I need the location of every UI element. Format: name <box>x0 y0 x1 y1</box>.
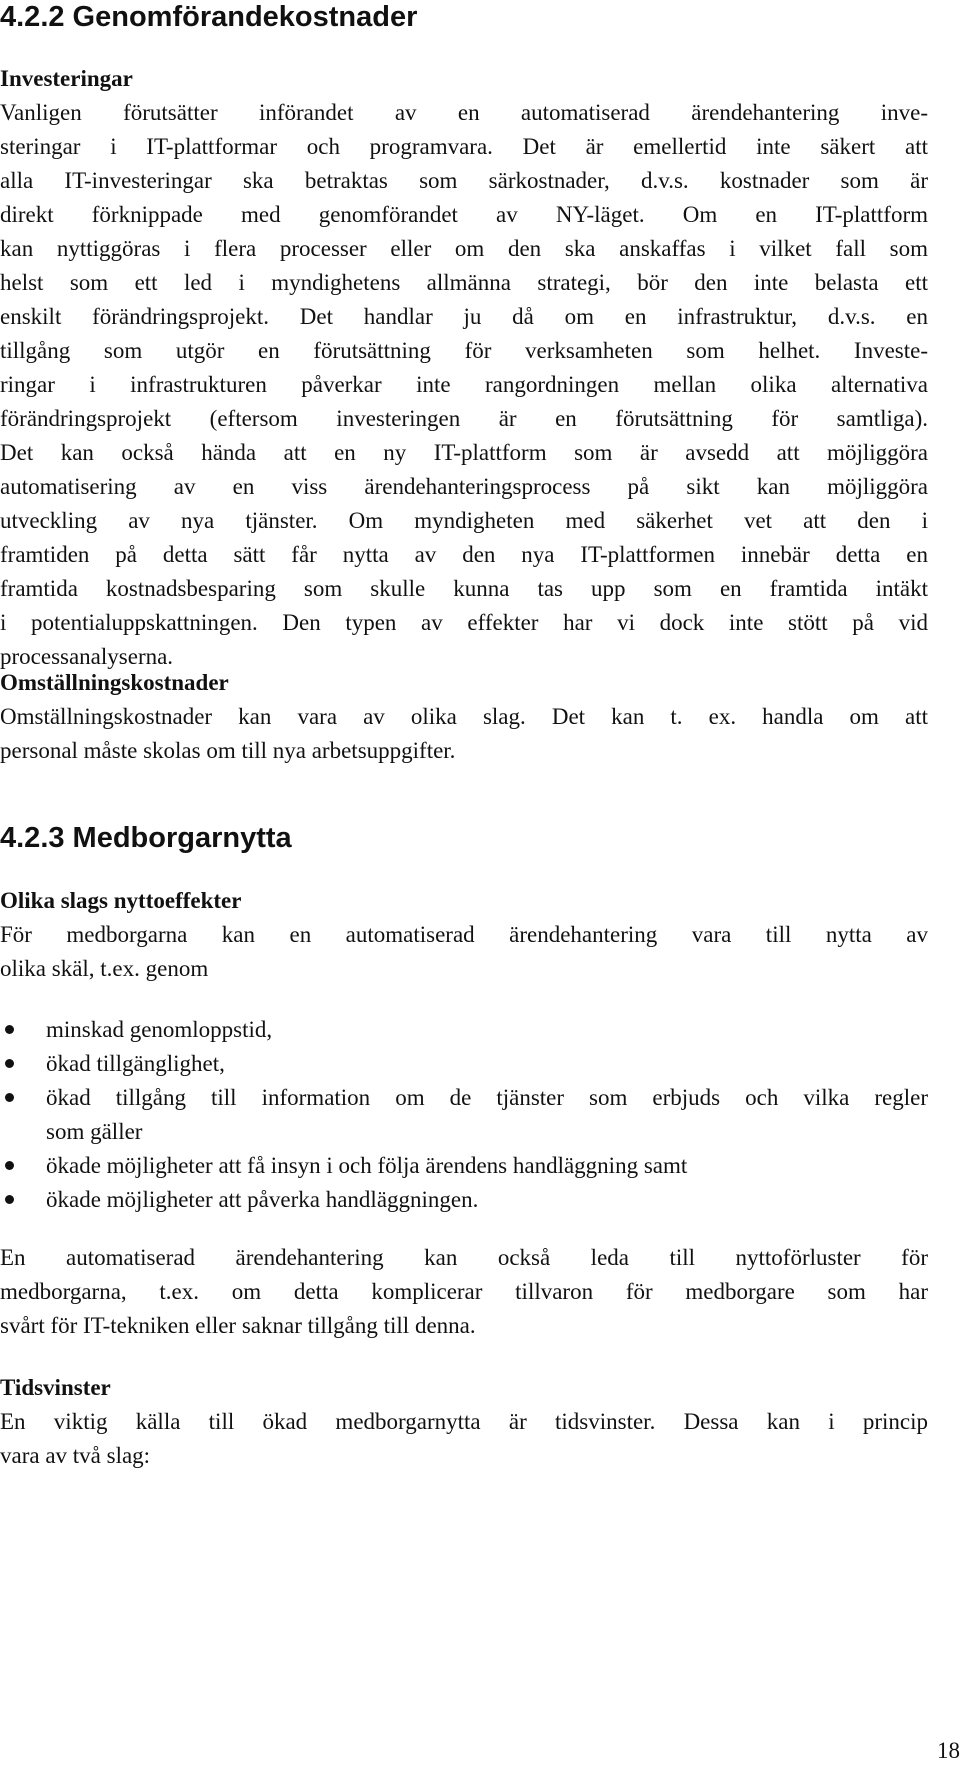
paragraph-investeringar <box>0 96 928 674</box>
paragraph-line: svårt för IT-tekniken eller saknar tillgång till denna. <box>0 1313 476 1338</box>
paragraph-line: ringar i infrastrukturen påverkar inte rangordningen mellan olika alternativa <box>0 372 928 397</box>
paragraph-line: helst som ett led i myndighetens allmänna strategi, bör den inte belasta ett <box>0 270 928 295</box>
paragraph-line: framtiden på detta sätt får nytta av den nya IT-plattformen innebär detta en <box>0 542 928 567</box>
paragraph-line: olika skäl, t.ex. genom <box>0 956 209 981</box>
paragraph-line: alla IT-investeringar ska betraktas som särkostnader, d.v.s. kostnader som är <box>0 168 928 193</box>
list-item-text: ökad tillgänglighet, <box>46 1051 225 1076</box>
subheading-omstallningskostnader: Omställningskostnader <box>0 670 229 695</box>
section-heading-genomforandekostnader: 4.2.2 Genomförandekostnader <box>0 1 418 33</box>
paragraph-line: steringar i IT-plattformar och programvara. Det är emellertid inte säkert att <box>0 134 928 159</box>
paragraph-line: automatisering av en viss ärendehanteringsprocess på sikt kan möjliggöra <box>0 474 928 499</box>
section-heading-medborgarnytta: 4.2.3 Medborgarnytta <box>0 822 292 854</box>
paragraph-line: Omställningskostnader kan vara av olika slag. Det kan t. ex. handla om att <box>0 704 928 729</box>
paragraph-omstallningskostnader <box>0 700 928 768</box>
list-item <box>0 1149 928 1183</box>
paragraph-line: tillgång som utgör en förutsättning för verksamheten som helhet. Investe- <box>0 338 928 363</box>
list-item <box>0 1081 928 1149</box>
paragraph-nyttoforluster <box>0 1241 928 1343</box>
paragraph-line: För medborgarna kan en automatiserad ärendehantering vara till nytta av <box>0 922 928 947</box>
paragraph-line: i potentialuppskattningen. Den typen av effekter har vi dock inte stött på vid <box>0 610 928 635</box>
paragraph-line: medborgarna, t.ex. om detta komplicerar tillvaron för medborgare som har <box>0 1279 928 1304</box>
list-item-text: ökade möjligheter att få insyn i och följa ärendens handläggning samt <box>46 1153 688 1178</box>
subheading-olika-slags-nyttoeffekter: Olika slags nyttoeffekter <box>0 888 242 913</box>
list-item-text: som gäller <box>46 1119 143 1144</box>
paragraph-line: En automatiserad ärendehantering kan också leda till nyttoförluster för <box>0 1245 928 1270</box>
list-item <box>0 1183 928 1217</box>
bullet-icon <box>5 1161 14 1170</box>
page-number: 18 <box>937 1738 960 1763</box>
paragraph-line: personal måste skolas om till nya arbetsuppgifter. <box>0 738 456 763</box>
paragraph-line: direkt förknippade med genomförandet av NY-läget. Om en IT-plattform <box>0 202 928 227</box>
bullet-list-nyttoeffekter <box>0 1013 928 1217</box>
paragraph-line: utveckling av nya tjänster. Om myndigheten med säkerhet vet att den i <box>0 508 928 533</box>
paragraph-line: enskilt förändringsprojekt. Det handlar ju då om en infrastruktur, d.v.s. en <box>0 304 928 329</box>
paragraph-tidsvinster <box>0 1405 928 1473</box>
list-item <box>0 1013 928 1047</box>
paragraph-line: Vanligen förutsätter införandet av en automatiserad ärendehantering inve- <box>0 100 928 125</box>
subheading-tidsvinster: Tidsvinster <box>0 1375 111 1400</box>
paragraph-line: En viktig källa till ökad medborgarnytta är tidsvinster. Dessa kan i princip <box>0 1409 928 1434</box>
subheading-investeringar: Investeringar <box>0 66 133 91</box>
bullet-icon <box>5 1195 14 1204</box>
list-item <box>0 1047 928 1081</box>
paragraph-nyttoeffekter-intro <box>0 918 928 986</box>
paragraph-line: förändringsprojekt (eftersom investeringen är en förutsättning för samtliga). <box>0 406 928 431</box>
paragraph-line: kan nyttiggöras i flera processer eller om den ska anskaffas i vilket fall som <box>0 236 928 261</box>
bullet-icon <box>5 1093 14 1102</box>
paragraph-line: vara av två slag: <box>0 1443 151 1468</box>
list-item-text: ökade möjligheter att påverka handläggningen. <box>46 1187 479 1212</box>
bullet-icon <box>5 1025 14 1034</box>
paragraph-line: processanalyserna. <box>0 644 174 669</box>
paragraph-line: Det kan också hända att en ny IT-plattform som är avsedd att möjliggöra <box>0 440 928 465</box>
list-item-text: minskad genomloppstid, <box>46 1017 273 1042</box>
paragraph-line: framtida kostnadsbesparing som skulle kunna tas upp som en framtida intäkt <box>0 576 928 601</box>
bullet-icon <box>5 1059 14 1068</box>
list-item-text: ökad tillgång till information om de tjänster som erbjuds och vilka regler <box>46 1085 928 1110</box>
